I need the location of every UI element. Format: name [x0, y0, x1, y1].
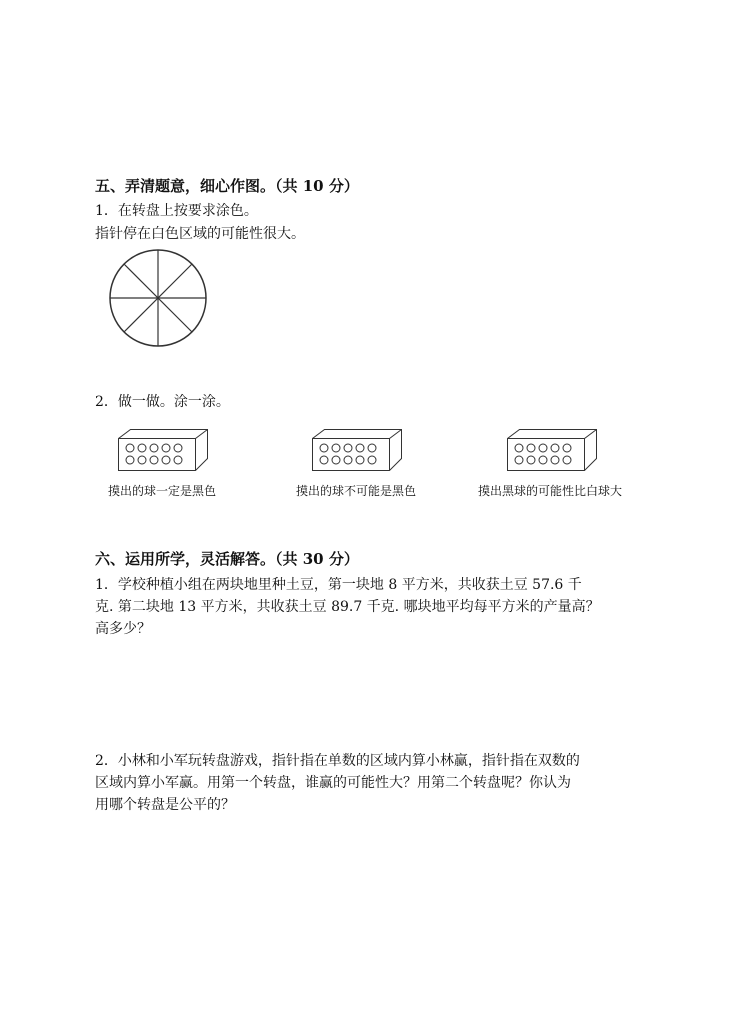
section6-q1-line: 1．学校种植小组在两块地里种土豆，第一块地 8 平方米，共收获土豆 57.6 千	[95, 577, 582, 593]
ball[interactable]	[162, 444, 170, 452]
ball[interactable]	[356, 444, 364, 452]
section5-q2-label: 2．做一做。涂一涂。	[95, 394, 230, 410]
ball[interactable]	[126, 444, 134, 452]
ball[interactable]	[150, 444, 158, 452]
ball[interactable]	[527, 444, 535, 452]
ball[interactable]	[551, 444, 559, 452]
ball[interactable]	[174, 456, 182, 464]
ball[interactable]	[138, 456, 146, 464]
ball[interactable]	[368, 444, 376, 452]
ball[interactable]	[515, 444, 523, 452]
section6-q2-line: 区域内算小军赢。用第一个转盘，谁赢的可能性大？用第二个转盘呢？你认为	[95, 775, 571, 791]
ball[interactable]	[150, 456, 158, 464]
section6-q2-line: 用哪个转盘是公平的？	[95, 797, 235, 813]
ball[interactable]	[368, 456, 376, 464]
box-1-caption: 摸出的球一定是黑色	[108, 484, 217, 498]
ball[interactable]	[527, 456, 535, 464]
ball[interactable]	[356, 456, 364, 464]
section5-q1-label: 1．在转盘上按要求涂色。	[95, 203, 258, 219]
box-2-caption: 摸出的球不可能是黑色	[296, 484, 417, 498]
section6-q1-line: 高多少？	[95, 621, 151, 637]
ball[interactable]	[344, 456, 352, 464]
ball[interactable]	[320, 444, 328, 452]
spinner-wheel[interactable]	[105, 248, 211, 348]
section5-q1-instruction: 指针停在白色区域的可能性很大。	[95, 226, 305, 242]
section6-q2-line: 2．小林和小军玩转盘游戏，指针指在单数的区域内算小林赢，指针指在双数的	[95, 753, 580, 769]
ball[interactable]	[138, 444, 146, 452]
ball[interactable]	[332, 456, 340, 464]
box-3-caption: 摸出黑球的可能性比白球大	[478, 484, 623, 498]
ball[interactable]	[563, 456, 571, 464]
ball-box-2[interactable]	[306, 426, 408, 472]
ball[interactable]	[551, 456, 559, 464]
ball[interactable]	[332, 444, 340, 452]
ball[interactable]	[344, 444, 352, 452]
ball[interactable]	[320, 456, 328, 464]
section5-title: 五、弄清题意，细心作图。（共 10 分）	[95, 177, 359, 195]
section6-q1-line: 克. 第二块地 13 平方米，共收获土豆 89.7 千克. 哪块地平均每平方米的产量高？	[95, 599, 600, 615]
ball[interactable]	[162, 456, 170, 464]
section6-title: 六、运用所学，灵活解答。（共 30 分）	[95, 550, 359, 568]
ball[interactable]	[515, 456, 523, 464]
ball[interactable]	[563, 444, 571, 452]
ball[interactable]	[174, 444, 182, 452]
ball-box-3[interactable]	[501, 426, 603, 472]
ball[interactable]	[539, 456, 547, 464]
ball[interactable]	[539, 444, 547, 452]
ball-box-1[interactable]	[112, 426, 214, 472]
ball[interactable]	[126, 456, 134, 464]
